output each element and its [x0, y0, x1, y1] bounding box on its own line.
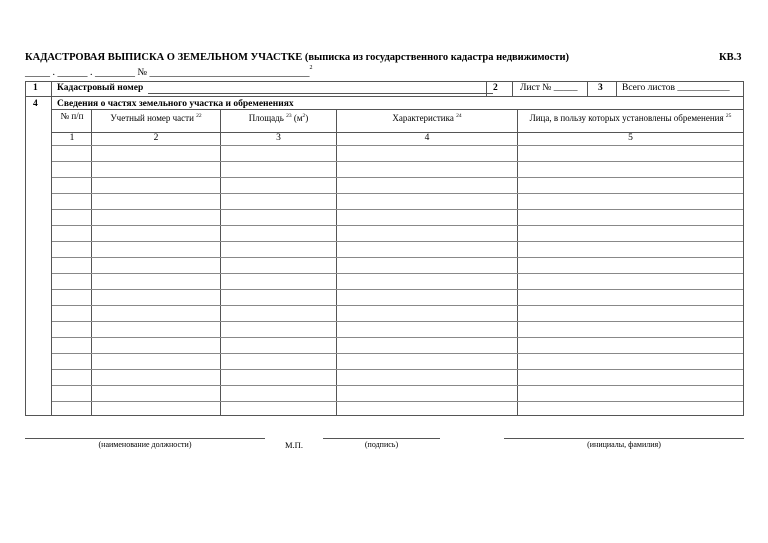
- signature-caption: (подпись): [364, 440, 399, 449]
- col-header-area-unit: (м: [293, 113, 303, 123]
- document-title: [25, 52, 569, 63]
- col-num-4: 4: [424, 133, 430, 143]
- table-row-line: [52, 353, 743, 354]
- date-number-line: [25, 65, 313, 78]
- signature-line[interactable]: [323, 438, 440, 439]
- col-num-5: 5: [628, 133, 633, 143]
- position-caption: (наименование должности): [98, 440, 192, 449]
- table-row-line: [52, 369, 743, 370]
- row1-number-2: 2: [493, 83, 498, 93]
- date-footnote: 2: [309, 65, 313, 71]
- col-header-beneficiaries-sup: 25: [725, 113, 732, 119]
- cadastral-number-label: Кадастровый номер: [57, 83, 144, 93]
- col-header-part-number-label: Учетный номер части: [110, 113, 194, 123]
- title-bold: КАДАСТРОВАЯ ВЫПИСКА О ЗЕМЕЛЬНОМ УЧАСТКЕ: [25, 52, 303, 63]
- table-row-line: [52, 241, 743, 242]
- col-header-area-unit-close: ): [305, 113, 309, 123]
- header-bottom-line: [52, 132, 743, 133]
- col-num-3: 3: [276, 133, 281, 143]
- table-row-line: [52, 161, 743, 162]
- position-signature-line[interactable]: [25, 438, 265, 439]
- sheet-number[interactable]: Лист № _____: [520, 83, 578, 93]
- table-row-line: [52, 257, 743, 258]
- row-cadastral: [26, 82, 743, 97]
- col-header-area-unit-sup: 2: [302, 113, 306, 119]
- table-row-line: [52, 145, 743, 146]
- table-row-line: [52, 289, 743, 290]
- name-signature-line[interactable]: [504, 438, 744, 439]
- table-row-line: [52, 401, 743, 402]
- col-header-part-number: [92, 111, 220, 123]
- table-row-line: [52, 273, 743, 274]
- form-code: КВ.3: [719, 52, 742, 63]
- table-row-line: [52, 385, 743, 386]
- col-num-1: 1: [69, 133, 75, 143]
- table-row-line: [52, 209, 743, 210]
- cadastral-number-field[interactable]: [148, 93, 493, 94]
- title-rest: (выписка из государственного кадастра недвижимости): [302, 52, 570, 63]
- col-header-beneficiaries-label: Лица, в пользу которых установлены обременения: [529, 113, 724, 123]
- section4-title-underline: [52, 109, 743, 110]
- table-row-line: [52, 225, 743, 226]
- seal-place: М.П.: [285, 440, 303, 450]
- col-header-characteristic-sup: 24: [456, 113, 462, 119]
- col-num-2: 2: [153, 133, 159, 143]
- col-header-index: [53, 111, 91, 121]
- col-header-characteristic-label: Характеристика: [392, 113, 454, 123]
- col-header-beneficiaries: [518, 111, 743, 123]
- table-row-line: [52, 337, 743, 338]
- table-row-line: [52, 305, 743, 306]
- date-number-text: _____ . ______ . ________ № ________________________________: [25, 67, 310, 78]
- row1-number: 1: [33, 83, 38, 93]
- total-sheets[interactable]: Всего листов ___________: [622, 83, 730, 93]
- col-header-characteristic: [337, 111, 517, 123]
- section4-title: Сведения о частях земельного участка и обременениях: [57, 99, 294, 109]
- table-row-line: [52, 177, 743, 178]
- col-header-area-sup: 23: [286, 113, 292, 119]
- name-caption: (инициалы, фамилия): [587, 440, 661, 449]
- col-header-area-label: Площадь: [248, 113, 284, 123]
- table-row-line: [52, 193, 743, 194]
- row1-number-3: 3: [598, 83, 603, 93]
- col-header-index-label: № п/п: [60, 111, 84, 121]
- table-row-line: [52, 321, 743, 322]
- col-header-area: [221, 111, 336, 123]
- col-header-part-number-sup: 22: [196, 113, 202, 119]
- section4-number: 4: [33, 99, 38, 109]
